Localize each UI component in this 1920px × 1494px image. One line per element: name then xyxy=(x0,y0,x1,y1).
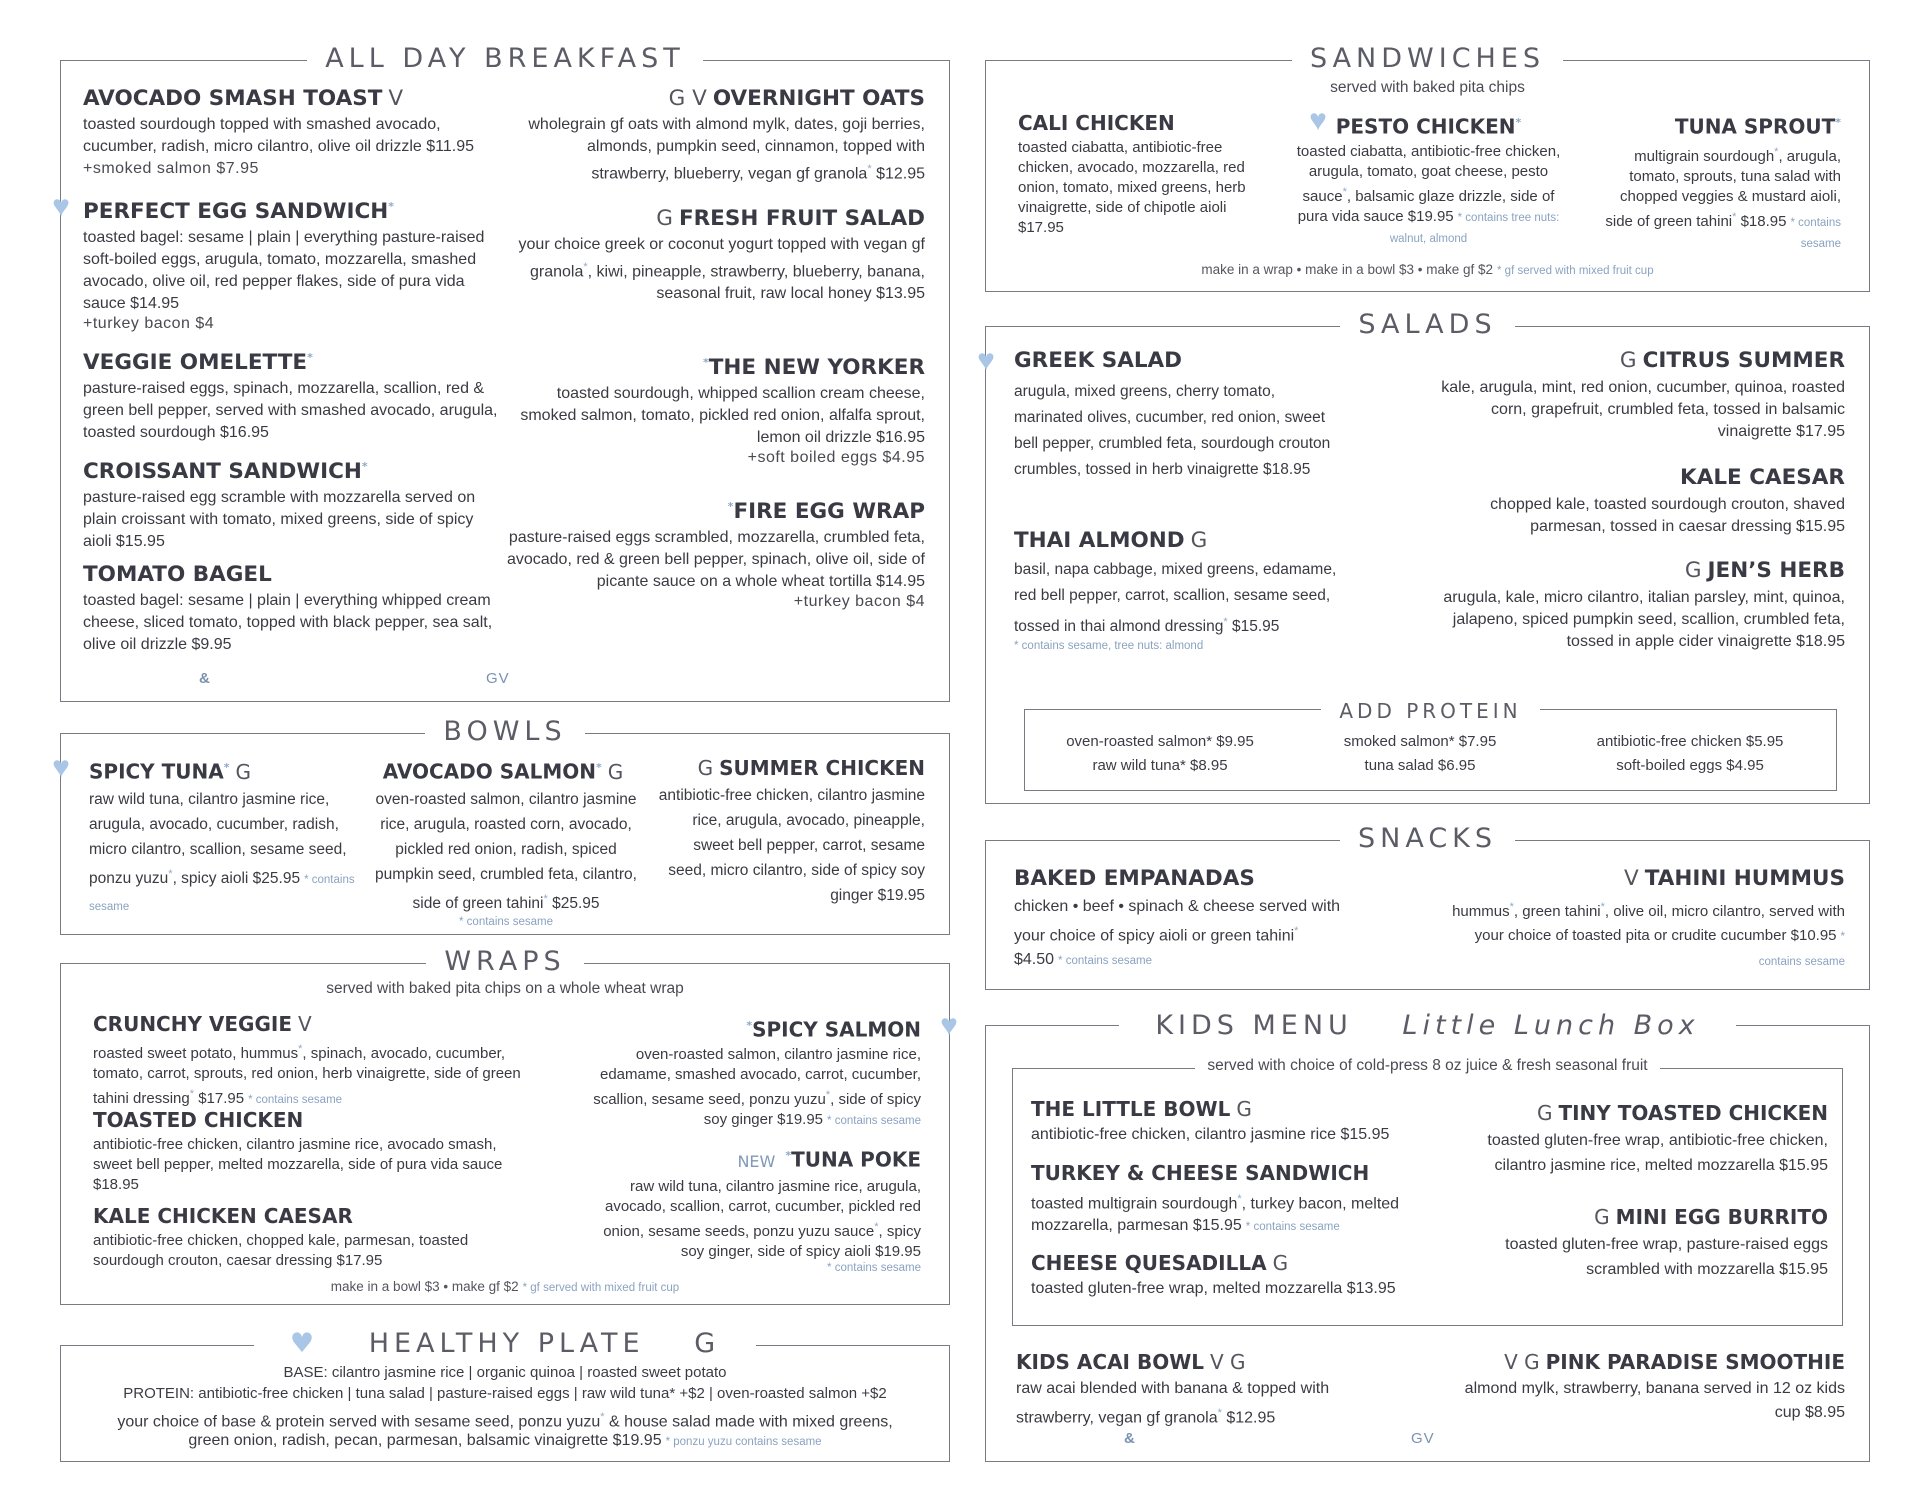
menu-item-overnight-oats[interactable]: G V OVERNIGHT OATS wholegrain gf oats with almond mylk, dates, goji berries, almonds, pumpkin seed, cinnamon, topped with strawberry, blueberry, vegan gf granola* $12.95 xyxy=(528,86,925,183)
sandwiches-footer: make in a wrap • make in a bowl $3 • make gf $2 * gf served with mixed fruit cup xyxy=(1201,262,1654,277)
protein-option[interactable]: raw wild tuna* $8.95 xyxy=(1092,757,1228,774)
menu-item-kale-caesar[interactable]: KALE CAESAR chopped kale, toasted sourdough crouton, shaved parmesan, tossed in caesar dressing $15.95 xyxy=(1490,465,1845,535)
healthy-plate-section: ♥ HEALTHY PLATE G BASE: cilantro jasmine rice | organic quinoa | roasted sweet potato PROTEIN: antibiotic-free chicken | tuna salad | pasture-raised eggs | raw wild tuna* +$2 | oven-roasted salmon +$2 your choice of base & protein served with sesame seed, ponzu yuzu* & house salad made with mixed greens, green onion, radish, pecan, parmesan, balsamic vinaigrette $19.95 * ponzu yuzu contains sesame xyxy=(60,1345,950,1462)
menu-item-avocado-salmon[interactable]: AVOCADO SALMON* G oven-roasted salmon, cilantro jasmine rice, arugula, roasted corn, avocado, pickled red onion, radish, spiced pumpkin seed, crumbled feta, cilantro, side of green tahini* $25.95 * contains sesame xyxy=(375,759,637,928)
heart-icon: ♥ xyxy=(940,1009,958,1042)
breakfast-title: ALL DAY BREAKFAST xyxy=(307,43,703,74)
menu-item-the-little-bowl[interactable]: THE LITTLE BOWL G antibiotic-free chicken, cilantro jasmine rice $15.95 xyxy=(1031,1097,1390,1143)
menu-item-cali-chicken[interactable]: CALI CHICKEN toasted ciabatta, antibiotic-free chicken, avocado, mozzarella, red onion, tomato, mixed greens, herb vinaigrette, side of chipotle aioli $17.95 xyxy=(1018,111,1246,236)
menu-item-greek-salad[interactable]: GREEK SALAD arugula, mixed greens, cherry tomato, marinated olives, cucumber, red onion, sweet bell pepper, crumbled feta, sourdough crouton crumbles, tossed in herb vinaigrette $18.95 xyxy=(1014,348,1331,478)
kids-menu-script-title: Little Lunch Box xyxy=(1384,1010,1717,1041)
wraps-title: WRAPS xyxy=(426,946,583,977)
protein-col-2 xyxy=(1295,730,1545,778)
legend-gv: GV xyxy=(486,670,510,687)
healthy-plate-details[interactable]: BASE: cilantro jasmine rice | organic quinoa | roasted sweet potato PROTEIN: antibiotic-free chicken | tuna salad | pasture-raised eggs | raw wild tuna* +$2 | oven-roasted salmon +$2 your choice of base & protein served with sesame seed, ponzu yuzu* & house salad made with mixed greens, green onion, radish, pecan, parmesan, balsamic vinaigrette $19.95 * ponzu yuzu contains sesame xyxy=(117,1364,893,1450)
menu-item-veggie-omelette[interactable]: VEGGIE OMELETTE* pasture-raised eggs, spinach, mozzarella, scallion, red & green bell pepper, served with smashed avocado, arugula, toasted sourdough $16.95 xyxy=(83,350,498,442)
legend-gv: GV xyxy=(1411,1430,1435,1447)
protein-option[interactable]: tuna salad $6.95 xyxy=(1364,757,1476,774)
sandwiches-section xyxy=(985,43,1870,292)
protein-option[interactable]: smoked salmon* $7.95 xyxy=(1343,733,1497,750)
protein-option[interactable]: oven-roasted salmon* $9.95 xyxy=(1066,733,1254,750)
menu-item-the-new-yorker[interactable]: *THE NEW YORKER toasted sourdough, whipped scallion cream cheese, smoked salmon, tomato, pickled red onion, alfalfa sprout, lemon oil drizzle $16.95 +soft boiled eggs $4.95 xyxy=(520,355,925,467)
protein-option[interactable]: soft-boiled eggs $4.95 xyxy=(1616,757,1764,774)
kids-menu-section xyxy=(985,1010,1870,1462)
menu-item-spicy-tuna[interactable]: SPICY TUNA* G raw wild tuna, cilantro jasmine rice, arugula, avocado, cucumber, radish, micro cilantro, scallion, sesame seed, ponzu yuzu*, spicy aioli $25.95 * contains sesame xyxy=(89,759,355,913)
protein-col-3 xyxy=(1555,730,1825,778)
salads-section xyxy=(977,309,1870,804)
wraps-footer: make in a bowl $3 • make gf $2 * gf served with mixed fruit cup xyxy=(330,1279,680,1294)
menu-item-fire-egg-wrap[interactable]: *FIRE EGG WRAP pasture-raised eggs scrambled, mozzarella, crumbled feta, avocado, red & green bell pepper, spinach, olive oil, side of picante sauce on a whole wheat tortilla $14.95 +turkey bacon $4 xyxy=(506,499,925,611)
new-badge: NEW xyxy=(737,1151,776,1171)
add-protein-box xyxy=(1024,699,1837,791)
menu-item-turkey-cheese-sandwich[interactable]: TURKEY & CHEESE SANDWICH toasted multigrain sourdough*, turkey bacon, melted mozzarella, parmesan $15.95 * contains sesame xyxy=(1031,1161,1400,1235)
menu-item-perfect-egg-sandwich[interactable]: PERFECT EGG SANDWICH* toasted bagel: sesame | plain | everything pasture-raised soft-boiled eggs, arugula, tomato, mozzarella, smashed avocado, olive oil, red pepper flakes, side of pura vida sauce $14.95 +turkey bacon $4 xyxy=(83,199,485,333)
legend-amp: & xyxy=(199,670,210,687)
menu-item-avocado-smash-toast[interactable]: AVOCADO SMASH TOAST V toasted sourdough topped with smashed avocado, cucumber, radish, micro cilantro, olive oil drizzle $11.95 +smoked salmon $7.95 xyxy=(83,86,474,177)
heart-icon: ♥ xyxy=(977,344,995,377)
snacks-title: SNACKS xyxy=(1340,823,1515,854)
heart-icon: ♥ xyxy=(1309,104,1327,137)
menu-item-baked-empanadas[interactable]: BAKED EMPANADAS chicken • beef • spinach & cheese served with your choice of spicy aioli or green tahini* $4.50 * contains sesame xyxy=(1014,866,1341,969)
menu-item-summer-chicken[interactable]: G SUMMER CHICKEN antibiotic-free chicken, cilantro jasmine rice, arugula, avocado, pineapple, sweet bell pepper, carrot, sesame seed, micro cilantro, side of spicy soy ginger $19.95 xyxy=(658,756,925,904)
protein-col-1 xyxy=(1035,730,1285,778)
menu-item-croissant-sandwich[interactable]: CROISSANT SANDWICH* pasture-raised egg scramble with mozzarella served on plain croissant with tomato, mixed greens, side of spicy aioli $15.95 xyxy=(83,459,476,551)
heart-icon: ♥ xyxy=(52,190,70,223)
menu-item-tuna-sprout[interactable]: TUNA SPROUT* multigrain sourdough*, arugula, tomato, sprouts, tuna salad with chopped veggies & mustard aioli, side of green tahini* $18.95 * contains sesame xyxy=(1605,114,1841,250)
wraps-subtitle: served with baked pita chips on a whole wheat wrap xyxy=(326,980,684,997)
menu-item-thai-almond[interactable]: THAI ALMOND G basil, napa cabbage, mixed greens, edamame, red bell pepper, carrot, scallion, sesame seed, tossed in thai almond dressing* $15.95 * contains sesame, tree nuts: almond xyxy=(1014,528,1337,653)
menu-item-mini-egg-burrito[interactable]: G MINI EGG BURRITO toasted gluten-free wrap, pasture-raised eggs scrambled with mozzarella $15.95 xyxy=(1505,1205,1828,1278)
salads-title: SALADS xyxy=(1340,309,1514,340)
bowls-section xyxy=(52,716,950,935)
sandwiches-subtitle: served with baked pita chips xyxy=(1330,79,1525,96)
heart-icon: ♥ xyxy=(272,1328,337,1359)
bowls-title: BOWLS xyxy=(425,716,584,747)
menu-item-kids-acai-bowl[interactable]: KIDS ACAI BOWL V G raw acai blended with banana & topped with strawberry, vegan gf granola* $12.95 xyxy=(1016,1350,1330,1427)
kids-combo-box xyxy=(1012,1057,1843,1326)
healthy-plate-title: HEALTHY PLATE xyxy=(351,1328,663,1359)
menu-item-tomato-bagel[interactable]: TOMATO BAGEL toasted bagel: sesame | plain | everything whipped cream cheese, sliced tomato, topped with black pepper, sea salt, olive oil drizzle $9.95 xyxy=(83,562,493,653)
snacks-section xyxy=(985,823,1870,990)
menu-item-citrus-summer[interactable]: G CITRUS SUMMER kale, arugula, mint, red onion, cucumber, quinoa, roasted corn, grapefruit, crumbled feta, tossed in balsamic vinaigrette $17.95 xyxy=(1441,348,1845,440)
wraps-section xyxy=(60,946,958,1305)
menu-item-crunchy-veggie[interactable]: CRUNCHY VEGGIE V roasted sweet potato, hummus*, spinach, avocado, cucumber, tomato, carrot, sprouts, red onion, herb vinaigrette, side of green tahini dressing* $17.95 * contains sesame xyxy=(93,1012,521,1107)
legend-amp: & xyxy=(1124,1430,1135,1447)
menu-item-spicy-salmon[interactable]: *SPICY SALMON oven-roasted salmon, cilantro jasmine rice, edamame, smashed avocado, carrot, cucumber, scallion, sesame seed, ponzu yuzu*, side of spicy soy ginger $19.95 * contains sesame xyxy=(593,1017,921,1128)
menu-item-cheese-quesadilla[interactable]: CHEESE QUESADILLA G toasted gluten-free wrap, melted mozzarella $13.95 xyxy=(1031,1251,1396,1297)
heart-icon: ♥ xyxy=(52,751,70,784)
menu-item-tahini-hummus[interactable]: V TAHINI HUMMUS hummus*, green tahini*, olive oil, micro cilantro, served with your choice of toasted pita or crudite cucumber $10.95 * contains sesame xyxy=(1452,866,1845,968)
kids-menu-title: KIDS MENU xyxy=(1137,1010,1371,1041)
menu-item-tiny-toasted-chicken[interactable]: G TINY TOASTED CHICKEN toasted gluten-free wrap, antibiotic-free chicken, cilantro jasmine rice, melted mozzarella $15.95 xyxy=(1487,1101,1828,1174)
menu-item-toasted-chicken[interactable]: TOASTED CHICKEN antibiotic-free chicken, cilantro jasmine rice, avocado smash, sweet bell pepper, melted mozzarella, side of pura vida sauce $18.95 xyxy=(93,1108,503,1193)
add-protein-title: ADD PROTEIN xyxy=(1321,699,1539,723)
menu-item-jens-herb[interactable]: G JEN’S HERB arugula, kale, micro cilantro, italian parsley, mint, quinoa, jalapeno, spiced pumpkin seed, scallion, crumbled feta, tossed in apple cider vinaigrette $18.95 xyxy=(1443,558,1845,650)
menu-item-kale-chicken-caesar[interactable]: KALE CHICKEN CAESAR antibiotic-free chicken, chopped kale, parmesan, toasted sourdough crouton, caesar dressing $17.95 xyxy=(93,1204,469,1269)
menu-item-pesto-chicken[interactable]: PESTO CHICKEN* toasted ciabatta, antibiotic-free chicken, arugula, tomato, goat cheese, pesto sauce*, balsamic glaze drizzle, side of pura vida sauce $19.95 * contains tree nuts: walnut, almond xyxy=(1296,114,1561,245)
breakfast-section xyxy=(52,43,950,702)
kids-subtitle: served with choice of cold-press 8 oz juice & fresh seasonal fruit xyxy=(1013,1057,1842,1075)
protein-option[interactable]: antibiotic-free chicken $5.95 xyxy=(1596,733,1784,750)
menu-item-tuna-poke[interactable]: NEW *TUNA POKE raw wild tuna, cilantro jasmine rice, arugula, avocado, scallion, carrot, cucumber, pickled red onion, sesame seeds, ponzu yuzu sauce*, spicy soy ginger, side of spicy aioli $19.95 * contains sesame xyxy=(603,1147,921,1274)
menu-item-pink-paradise-smoothie[interactable]: V G PINK PARADISE SMOOTHIE almond mylk, strawberry, banana served in 12 oz kids cup $8.95 xyxy=(1464,1350,1845,1421)
sandwiches-title: SANDWICHES xyxy=(1292,43,1563,74)
menu-item-fresh-fruit-salad[interactable]: G FRESH FRUIT SALAD your choice greek or coconut yogurt topped with vegan gf granola*, kiwi, pineapple, strawberry, blueberry, banana, seasonal fruit, raw local honey $13.95 xyxy=(518,206,925,303)
